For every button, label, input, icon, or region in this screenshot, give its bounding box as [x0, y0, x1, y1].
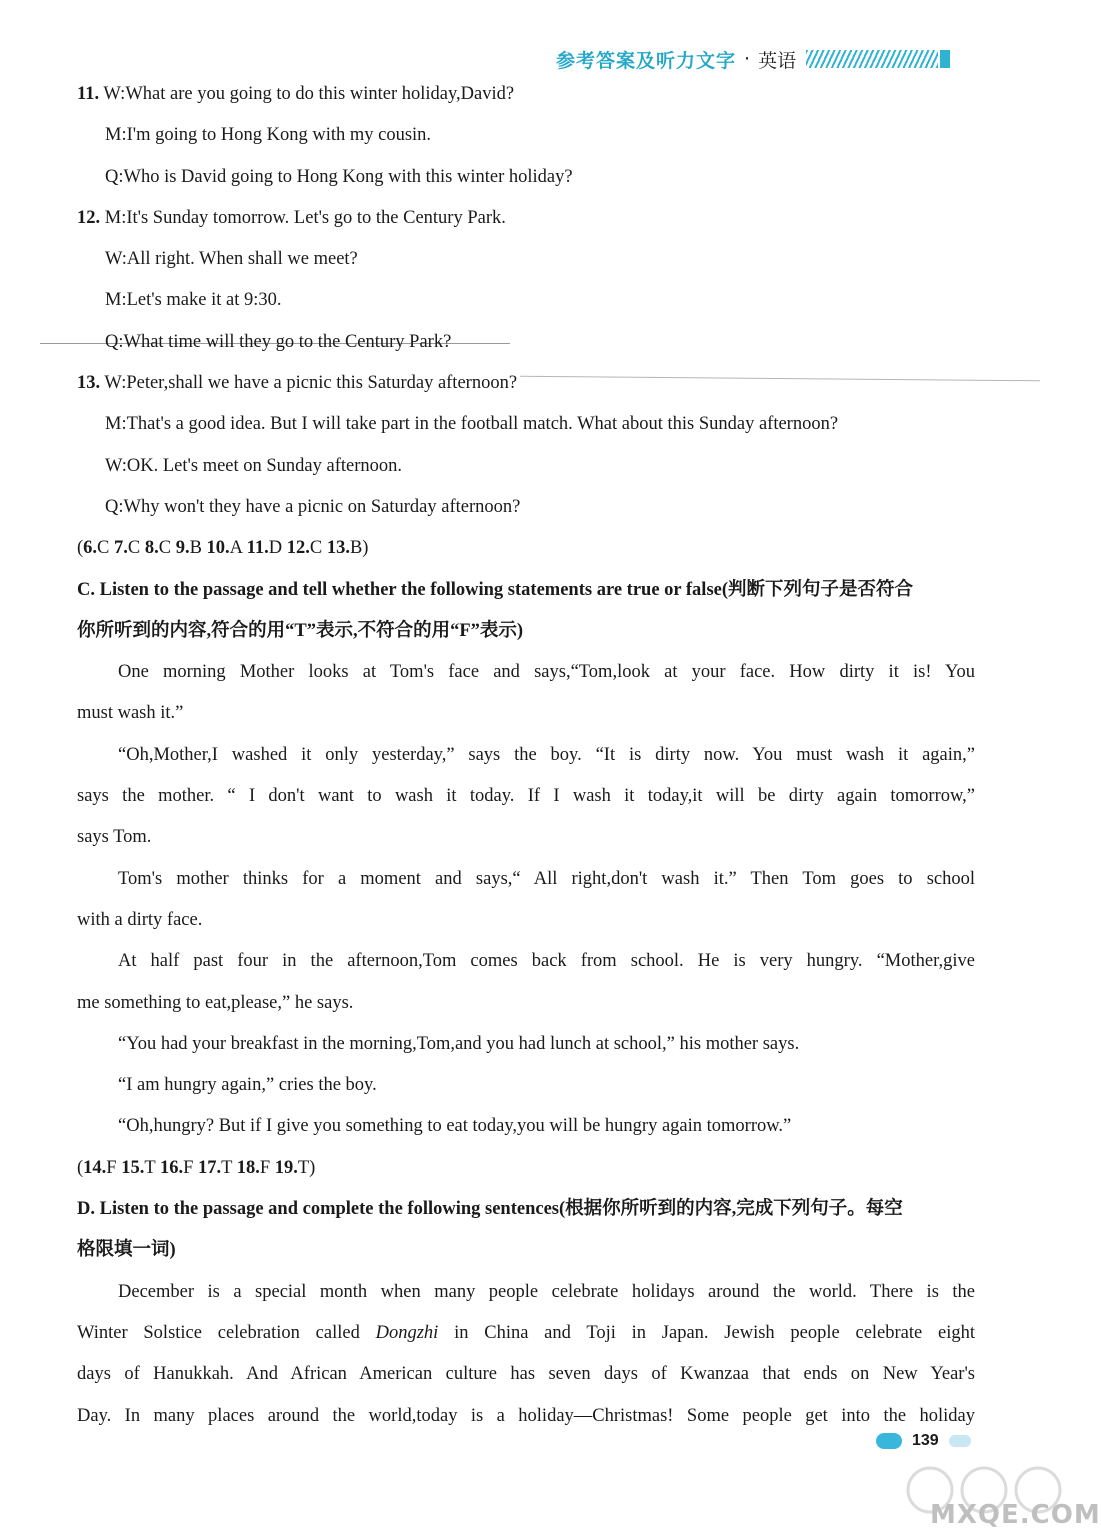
text-line — [77, 652, 975, 693]
text-line — [77, 570, 975, 611]
text-line — [77, 363, 975, 404]
question-number: 11. — [77, 84, 100, 104]
text-line — [77, 322, 975, 363]
line-text: says Tom. — [77, 827, 152, 848]
document-body — [77, 74, 975, 1437]
line-text: “Oh,hungry? But if I give you something to eat today,you will be hungry again tomorrow.” — [118, 1116, 792, 1137]
line-text: W:What are you going to do this winter holiday,David? — [99, 84, 515, 104]
page-header — [556, 44, 950, 74]
text-line — [77, 1024, 975, 1065]
line-text: W:Peter,shall we have a picnic this Saturday afternoon? — [100, 373, 518, 394]
page-pill-left-icon — [876, 1433, 902, 1449]
line-text: says the mother. “ I don't want to wash it today. If I wash it today,it will be dirty again tomorrow,” — [77, 786, 975, 807]
line-text: “You had your breakfast in the morning,Tom,and you had lunch at school,” his mother says. — [118, 1033, 800, 1054]
text-line — [77, 693, 975, 734]
text-line — [77, 1354, 975, 1395]
header-block-decoration — [940, 50, 950, 68]
text-line — [77, 280, 975, 321]
header-subject: 英语 — [758, 49, 797, 72]
line-text: me something to eat,please,” he says. — [77, 992, 354, 1013]
text-line — [77, 487, 975, 528]
text-line — [77, 611, 975, 652]
line-text: Q:Who is David going to Hong Kong with this winter holiday? — [105, 166, 573, 187]
header-stripe-decoration — [806, 50, 938, 68]
line-text: W:All right. When shall we meet? — [105, 249, 358, 270]
text-line — [77, 1230, 975, 1271]
text-line — [77, 1106, 975, 1147]
line-text: 你所听到的内容,符合的用“T”表示,不符合的用“F”表示) — [77, 620, 524, 641]
line-text: December is a special month when many people celebrate holidays around the world. There is the — [118, 1281, 975, 1302]
text-line — [77, 735, 975, 776]
line-text: with a dirty face. — [77, 909, 203, 930]
line-text: “Oh,Mother,I washed it only yesterday,” says the boy. “It is dirty now. You must wash it again,” — [118, 744, 975, 765]
text-line — [77, 115, 975, 156]
text-line — [77, 74, 975, 115]
text-line — [77, 528, 975, 569]
text-line — [77, 1189, 975, 1230]
header-title: 参考答案及听力文字 — [556, 49, 737, 72]
line-text: Day. In many places around the world,today is a holiday—Christmas! Some people get into the holiday — [77, 1405, 975, 1426]
text-line — [77, 157, 975, 198]
text-line — [77, 983, 975, 1024]
line-text: Tom's mother thinks for a moment and says,“ All right,don't wash it.” Then Tom goes to school — [118, 868, 975, 889]
line-text: days of Hanukkah. And African American culture has seven days of Kwanzaa that ends on New Year's — [77, 1364, 975, 1385]
text-line — [77, 1313, 975, 1354]
text-line — [77, 1396, 975, 1437]
watermark-text: MXQE.COM — [930, 1500, 1101, 1530]
page-footer — [876, 1432, 971, 1450]
page-pill-right-icon — [949, 1435, 971, 1447]
text-line — [77, 239, 975, 280]
text-line — [77, 1065, 975, 1106]
line-text: One morning Mother looks at Tom's face and says,“Tom,look at your face. How dirty it is! You — [118, 662, 975, 683]
line-text: W:OK. Let's meet on Sunday afternoon. — [105, 455, 403, 476]
text-line — [77, 1272, 975, 1313]
line-text: Q:Why won't they have a picnic on Saturday afternoon? — [105, 496, 521, 517]
text-line — [77, 900, 975, 941]
line-text: M:I'm going to Hong Kong with my cousin. — [105, 125, 432, 146]
text-line — [77, 776, 975, 817]
line-text: (6.C 7.C 8.C 9.B 10.A 11.D 12.C 13.B) — [77, 538, 369, 559]
line-text: M:It's Sunday tomorrow. Let's go to the Century Park. — [100, 207, 506, 228]
line-text: must wash it.” — [77, 703, 184, 724]
line-text: “I am hungry again,” cries the boy. — [118, 1075, 377, 1096]
line-text: C. Listen to the passage and tell whether the following statements are true or false(判断下列句子是否符合 — [77, 579, 914, 600]
line-text: 格限填一词) — [77, 1240, 176, 1261]
text-line — [77, 817, 975, 858]
line-text: D. Listen to the passage and complete the following sentences(根据你所听到的内容,完成下列句子。每空 — [77, 1199, 903, 1220]
text-line — [77, 198, 975, 239]
header-separator: · — [744, 48, 751, 70]
text-line — [77, 859, 975, 900]
line-text: Q:What time will they go to the Century Park? — [105, 331, 452, 352]
line-text: M:Let's make it at 9:30. — [105, 290, 282, 311]
question-number: 12. — [77, 207, 101, 228]
line-text: Winter Solstice celebration called Dongzhi in China and Toji in Japan. Jewish people celebrate eight — [77, 1322, 975, 1343]
line-text: M:That's a good idea. But I will take part in the football match. What about this Sunday afternoon? — [105, 414, 839, 435]
question-number: 13. — [77, 373, 101, 394]
text-line — [77, 446, 975, 487]
text-line — [77, 941, 975, 982]
text-line — [77, 1148, 975, 1189]
line-text: (14.F 15.T 16.F 17.T 18.F 19.T) — [77, 1157, 316, 1178]
line-text: At half past four in the afternoon,Tom comes back from school. He is very hungry. “Mother,give — [118, 951, 975, 972]
text-line — [77, 404, 975, 445]
page-number: 139 — [912, 1432, 939, 1449]
